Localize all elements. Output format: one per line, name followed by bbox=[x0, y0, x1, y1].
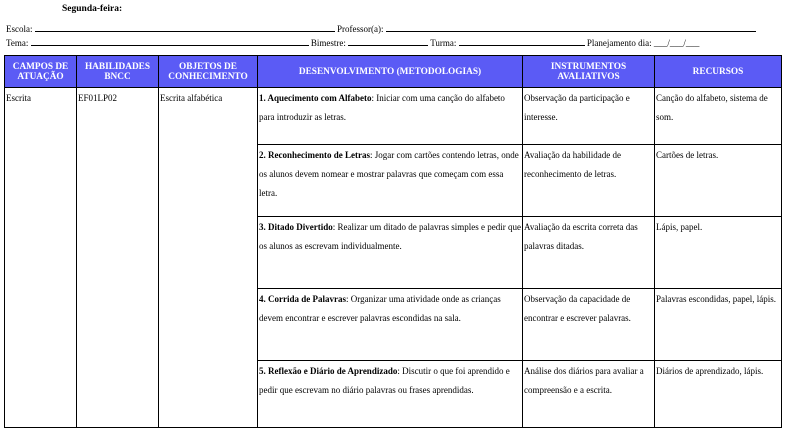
activity-title: 3. Ditado Divertido bbox=[259, 222, 333, 232]
desenvolvimento-cell bbox=[258, 88, 523, 145]
turma-label: Turma: bbox=[430, 38, 457, 48]
col-header-recursos: RECURSOS bbox=[655, 56, 782, 88]
col-header-objetos: OBJETOS DE CONHECIMENTO bbox=[159, 56, 258, 88]
lesson-plan-table bbox=[4, 55, 782, 428]
desenvolvimento-cell bbox=[258, 289, 523, 361]
activity-text: : Organizar uma atividade onde as crianças devem encontrar e escrever palavras escondidas na sala. bbox=[259, 294, 501, 323]
objeto-cell: Escrita alfabética bbox=[159, 88, 258, 428]
activity-text: : Discutir o que foi aprendido e pedir que escrevam no diário palavras ou frases aprendidas. bbox=[259, 366, 510, 395]
recursos-cell: Lápis, papel. bbox=[655, 217, 782, 289]
professor-label: Professor(a): bbox=[337, 24, 384, 34]
activity-title: 2. Reconhecimento de Letras bbox=[259, 150, 370, 160]
table-header-row bbox=[5, 56, 782, 88]
col-header-habilidades: HABILIDADES BNCC bbox=[77, 56, 159, 88]
activity-text: : Iniciar com uma canção do alfabeto para introduzir as letras. bbox=[259, 93, 505, 122]
planejamento-field[interactable]: ___/___/___ bbox=[653, 38, 700, 48]
habilidade-cell: EF01LP02 bbox=[77, 88, 159, 428]
info-row-theme bbox=[6, 37, 779, 48]
day-title: Segunda-feira: bbox=[62, 4, 123, 14]
activity-title: 5. Reflexão e Diário de Aprendizado bbox=[259, 366, 398, 376]
activity-title: 4. Corrida de Palavras bbox=[259, 294, 346, 304]
activity-text: : Jogar com cartões contendo letras, onde os alunos devem nomear e mostrar palavras que começam com essa letra. bbox=[259, 150, 519, 198]
recursos-cell: Canção do alfabeto, sistema de som. bbox=[655, 88, 782, 145]
desenvolvimento-cell bbox=[258, 145, 523, 217]
recursos-cell: Diários de aprendizado, lápis. bbox=[655, 361, 782, 428]
desenvolvimento-cell bbox=[258, 361, 523, 428]
col-header-campos: CAMPOS DE ATUAÇÃO bbox=[5, 56, 77, 88]
instrumento-cell: Análise dos diários para avaliar a compreensão e a escrita. bbox=[523, 361, 655, 428]
activity-title: 1. Aquecimento com Alfabeto bbox=[259, 93, 372, 103]
info-row-school bbox=[6, 23, 779, 34]
professor-field[interactable] bbox=[386, 23, 756, 32]
instrumento-cell: Observação da participação e interesse. bbox=[523, 88, 655, 145]
instrumento-cell: Avaliação da escrita correta das palavras ditadas. bbox=[523, 217, 655, 289]
activity-text: : Realizar um ditado de palavras simples e pedir que os alunos as escrevam individualmente. bbox=[259, 222, 521, 251]
planejamento-label: Planejamento dia: bbox=[586, 38, 652, 48]
tema-label: Tema: bbox=[6, 38, 29, 48]
campo-cell: Escrita bbox=[5, 88, 77, 428]
recursos-cell: Cartões de letras. bbox=[655, 145, 782, 217]
table-row bbox=[5, 88, 782, 145]
col-header-desenvolvimento: DESENVOLVIMENTO (METODOLOGIAS) bbox=[258, 56, 523, 88]
instrumento-cell: Avaliação da habilidade de reconhecimento de letras. bbox=[523, 145, 655, 217]
bimestre-label: Bimestre: bbox=[310, 38, 346, 48]
instrumento-cell: Observação da capacidade de encontrar e escrever palavras. bbox=[523, 289, 655, 361]
escola-field[interactable] bbox=[35, 23, 335, 32]
escola-label: Escola: bbox=[6, 24, 33, 34]
desenvolvimento-cell bbox=[258, 217, 523, 289]
bimestre-field[interactable] bbox=[348, 37, 428, 46]
recursos-cell: Palavras escondidas, papel, lápis. bbox=[655, 289, 782, 361]
col-header-instrumentos: INSTRUMENTOS AVALIATIVOS bbox=[523, 56, 655, 88]
tema-field[interactable] bbox=[31, 37, 309, 46]
turma-field[interactable] bbox=[459, 37, 585, 46]
